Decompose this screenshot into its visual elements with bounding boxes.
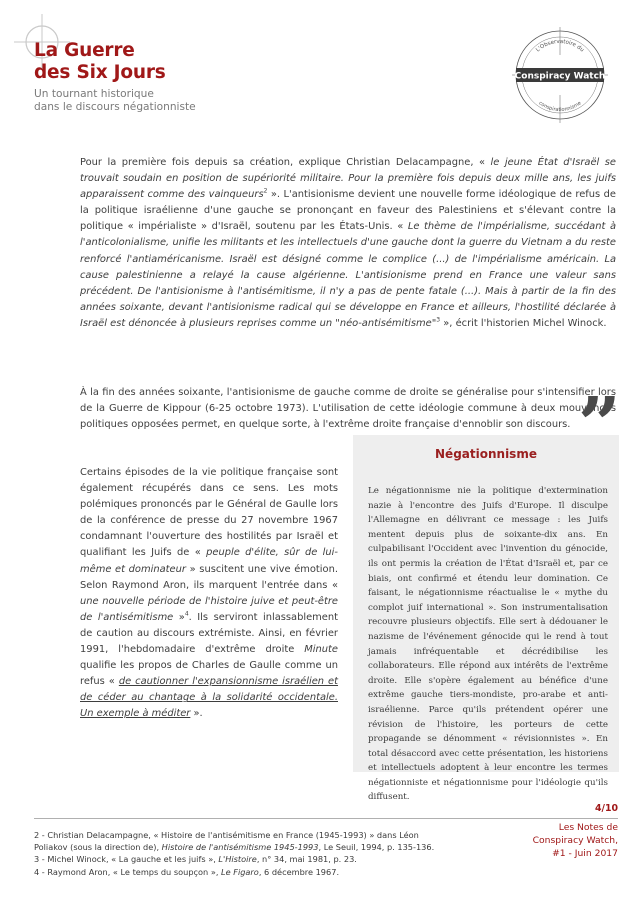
footer-divider	[34, 818, 618, 819]
footnote-3: 3 - Michel Winock, « La gauche et les juifs », L'Histoire, n° 34, mai 1981, p. 23.	[34, 854, 357, 865]
footnote-4: 4 - Raymond Aron, « Le temps du soupçon », Le Figaro, 6 décembre 1967.	[34, 866, 340, 877]
logo-name: Conspiracy Watch	[514, 71, 606, 82]
logo-bottom-arc: conspirationnisme	[537, 100, 583, 114]
paragraph-2: À la fin des années soixante, l'antisionisme de gauche comme de droite se généralise pour s'intensifier lors de la Guerre de Kippour (6-25 octobre 1973). L'utilisation de cette idéologie commune à deux mouvances politiques opposées permet, en quelque sorte, à l'extrême droite française d'ennoblir son discours.	[80, 387, 616, 431]
footnotes	[34, 829, 454, 878]
footnote-ref-3: 3	[436, 316, 441, 324]
paragraph-1: Pour la première fois depuis sa création, explique Christian Delacampagne, « le jeune État d'Israël se trouvait soudain en position de supériorité militaire. Pour la première fois depuis deux mille ans, les juifs apparaissent comme des vainqueurs$^2$ ». L'antisionisme devient une nouvelle forme idéologique de refus de la politique israélienne d'une gauche se prononçant en faveur des Palestiniens et s'élevant contre la politique « impérialiste » d'Israël, soutenu par les États-Unis. « Le thème de l'impérialisme, succédant à l'anticolonialisme, unifie les militants et les intellectuels d'une gauche dont la guerre du Vietnam a du reste renforcé l'antiaméricanisme. Israël est désigné comme le complice (...) de l'impérialisme américain. La cause palestinienne a relayé la cause algérienne. L'antisionisme prend en France une valeur sans précédent. De l'antisionisme à l'antisémitisme, il n'y a pas de pente fatale (...). Mais à partir de la fin des années soixante, devant l'antisionisme radical qui se développe en France et ailleurs, l'hostilité déclarée à Israël est dénoncée à plusieurs reprises comme un "néo-antisémitisme"$^3$ », écrit l'historien Michel Winock.	[80, 157, 617, 329]
negationnisme-sidebox	[353, 435, 619, 803]
title-line-1: La Guerre	[34, 40, 135, 61]
footnote-ref-2: 2	[263, 187, 268, 195]
subtitle-line-2: dans le discours négationniste	[34, 101, 196, 113]
conspiracy-watch-logo	[510, 25, 610, 125]
quote-mark-icon: ”	[578, 382, 621, 468]
sidebox-text: Le négationnisme nie la politique d'extermination nazie à l'encontre des Juifs d'Europe. Il disculpe l'Allemagne en délivrant ce message : les Juifs mentent depuis plus de soixante-dix ans. En culpabilisant l'Occident avec l'invention du génocide, ils ont permis la création de l'État d'Israël et, par ce biais, ont confirmé et étendu leur domination. Ce faisant, le négationnisme réactualise le « mythe du complot juif international ». Son instrumentalisation recouvre plusieurs objectifs. Elle sert à dédouaner le nazisme de l'événement génocide qui le rend à tout jamais infréquentable et décrédibilise les collaborateurs. Elle répond aux intérêts de l'extrême droite. Elle s'opère également au bénéfice d'une extrême gauche tiers-mondiste, pro-arabe et anti-israélienne. Parce qu'ils prétendent opérer une révision de l'histoire, les porteurs de cette propagande se dénomment « révisionnistes ». En total désaccord avec cette présentation, les historiens et intellectuels adoptent à leur encontre les termes négationniste et négationnisme pour l'idéologie qu'ils diffusent.	[368, 486, 608, 803]
sidebox-title: Négationnisme	[435, 447, 537, 461]
footnote-2: 2 - Christian Delacampagne, « Histoire de l'antisémitisme en France (1945-1993) » dans Léon Poliakov (sous la direction de), Histoire de l'antisémitisme 1945-1993, Le Seuil, 1994, p. 135-136.	[34, 830, 435, 853]
footnote-ref-4: 4	[184, 610, 189, 618]
publication-info: Les Notes de Conspiracy Watch, #1 - Juin 2017	[532, 822, 618, 859]
paragraph-3: Certains épisodes de la vie politique française sont également récupérés dans ce sens. Les mots polémiques prononcés par le Général de Gaulle lors de la conférence de presse du 27 novembre 1967 condamnant l'ouverture des hostilités par Israël et qualifiant les Juifs de « peuple d'élite, sûr de lui-même et dominateur » suscitent une vive émotion. Selon Raymond Aron, ils marquent l'entrée dans « une nouvelle période de l'histoire juive et peut-être de l'antisémitisme »$^4$. Ils serviront inlassablement de caution au discours extrémiste. Ainsi, en février 1991, l'hebdomadaire d'extrême droite Minute qualifie les propos de Charles de Gaulle comme un refus « de cautionner l'expansionnisme israélien et de céder au chantage à la solidarité occidentale. Un exemple à méditer ».	[80, 467, 339, 720]
page-subtitle	[34, 88, 196, 114]
title-line-2: des Six Jours	[34, 62, 166, 83]
page-title	[34, 40, 166, 84]
logo-top-arc: L'Observatoire du	[535, 38, 585, 54]
page-number: 4/10	[595, 803, 618, 814]
subtitle-line-1: Un tournant historique	[34, 88, 154, 100]
